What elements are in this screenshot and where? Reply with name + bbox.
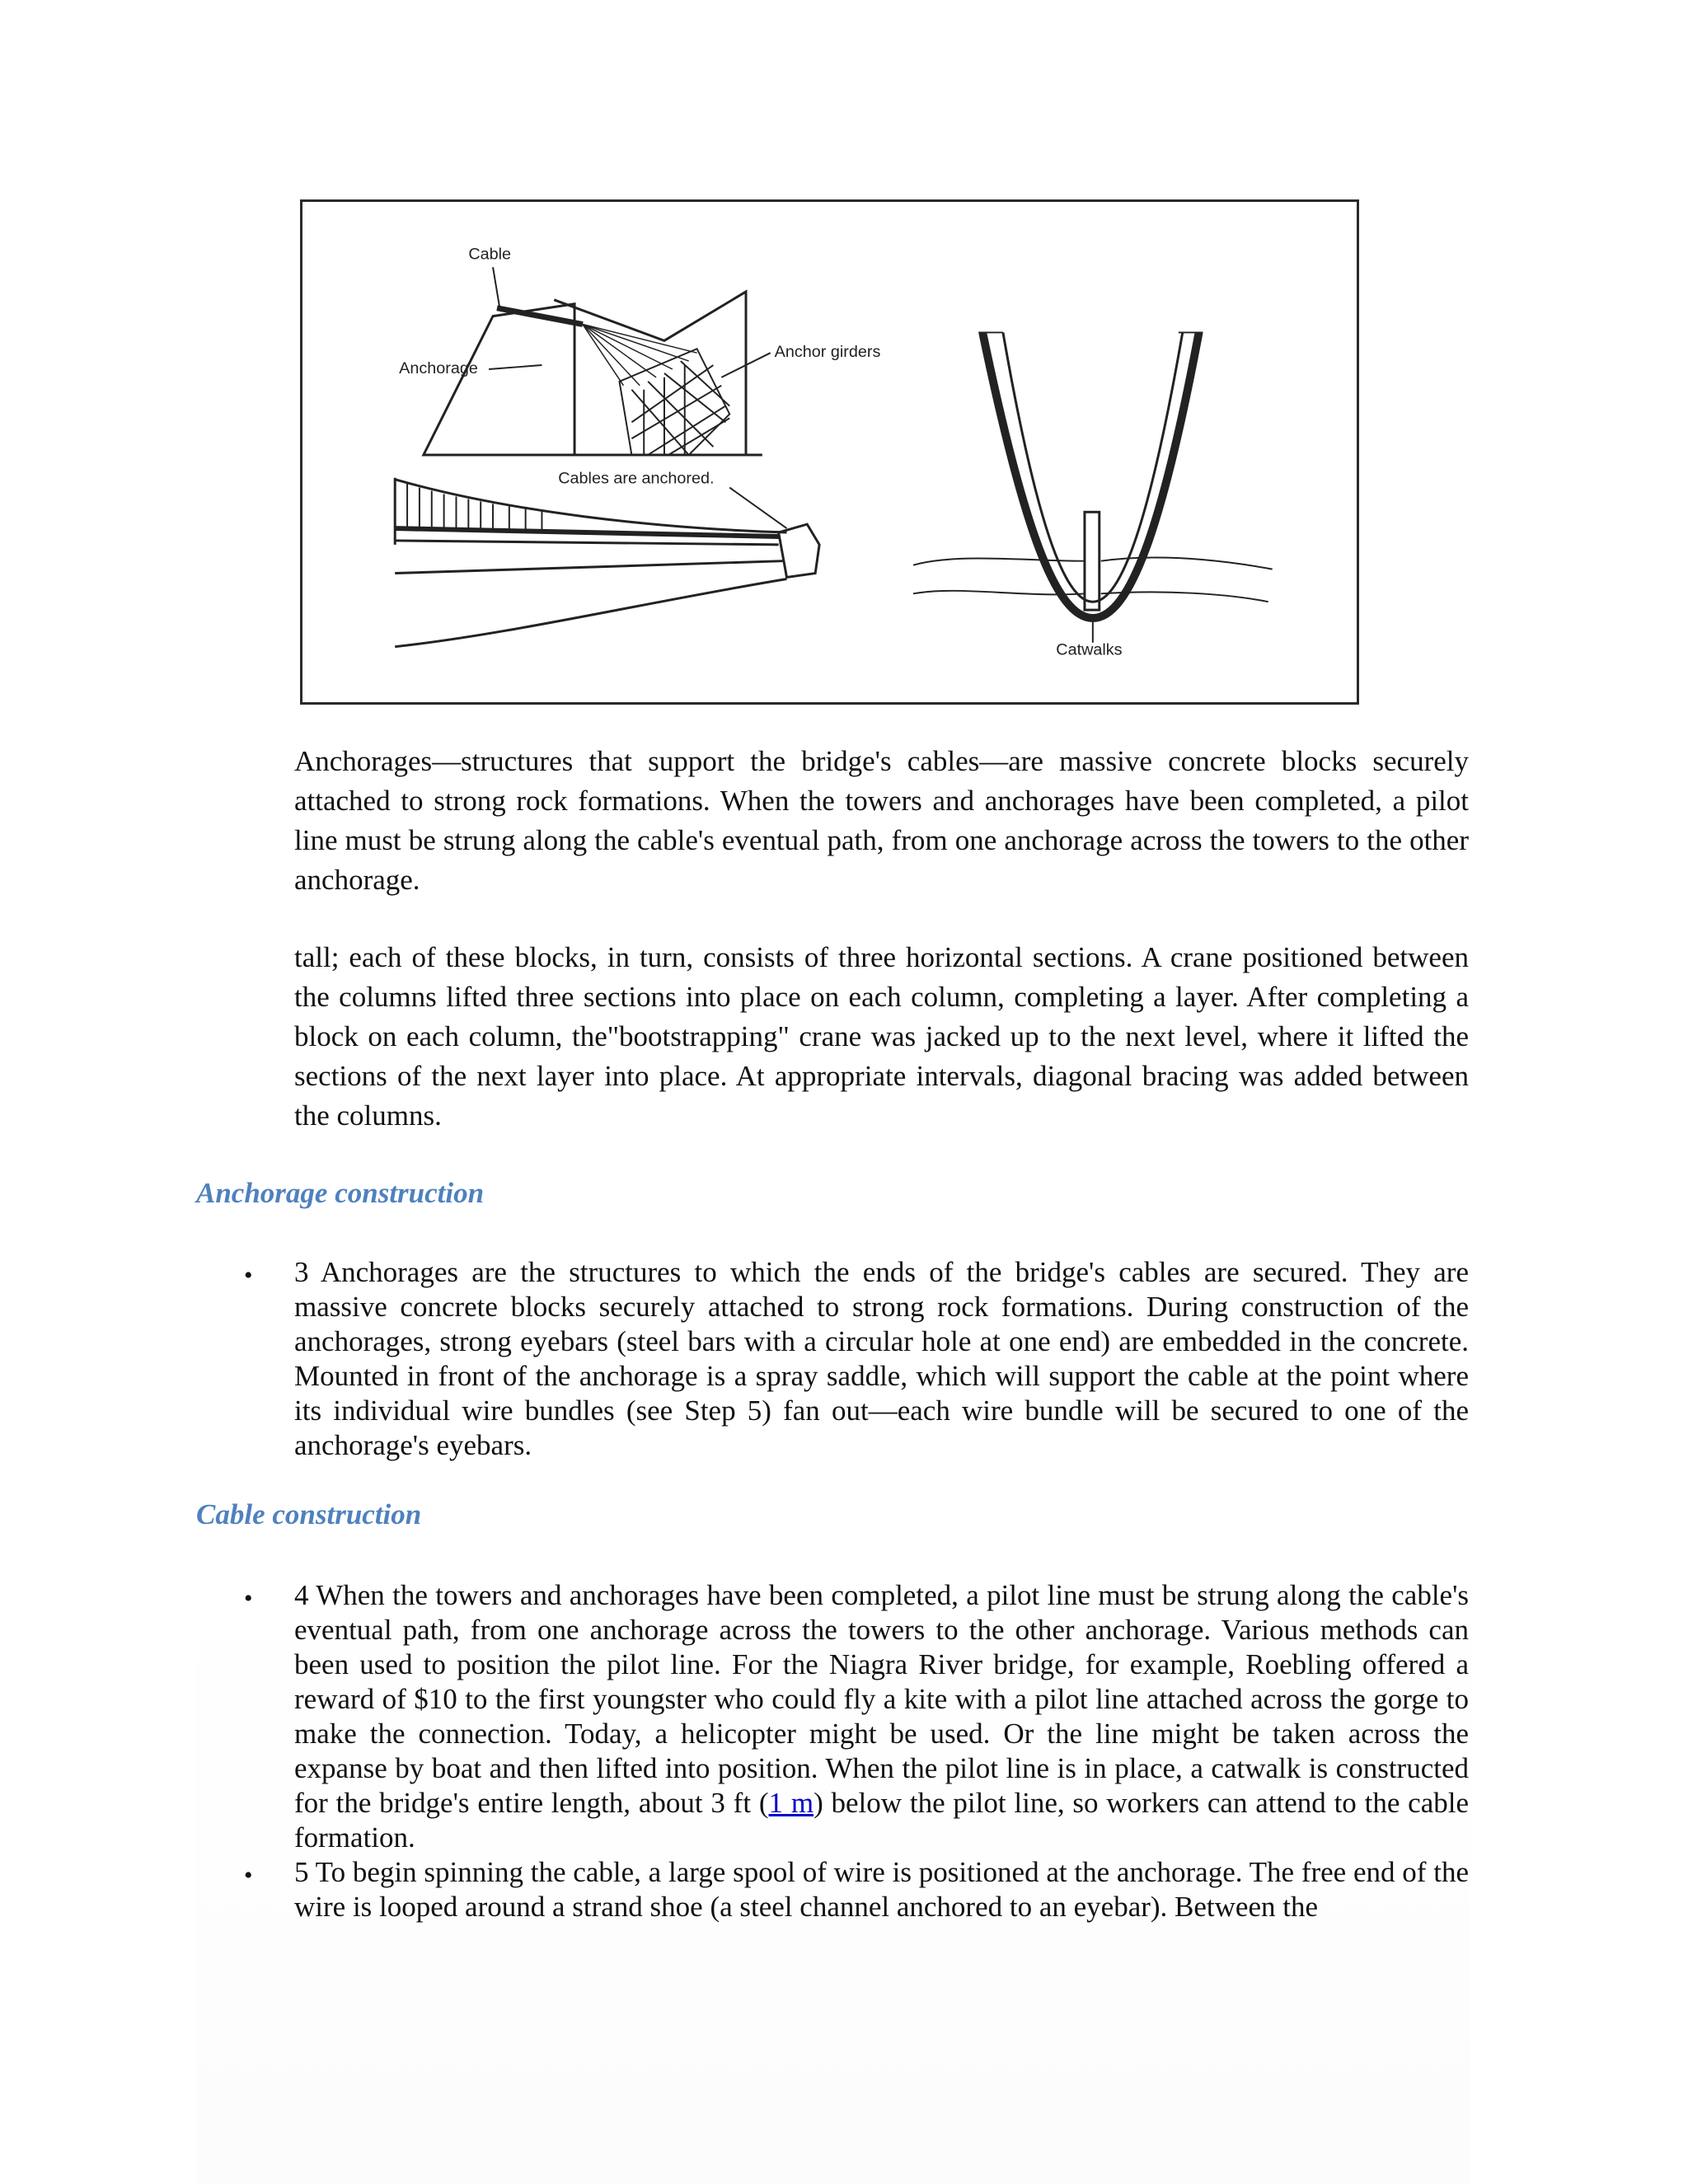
- bridge-construction-figure: [300, 199, 1359, 705]
- fanned-wires: [583, 325, 697, 386]
- list-item: 3 Anchorages are the structures to which the ends of the bridge's cables are secured. They are massive concrete blocks securely attached to strong rock formations. During construction of the anchorages, strong eyebars (steel bars with a circular hole at one end) are embedded in the concrete. Mounted in front of the anchorage is a spray saddle, which will support the cable at the point where its individual wire bundles (see Step 5) fan out—each wire bundle will be secured to one of the anchorage's eyebars.: [294, 1256, 1469, 1461]
- intro-paragraph: Anchorages—structures that support the bridge's cables—are massive concrete blocks securely attached to strong rock formations. When the towers and anchorages have been completed, a pilot line must be strung along the cable's eventual path, from one anchorage across the towers to the other anchorage.: [294, 745, 1469, 896]
- label-anchorage: Anchorage: [399, 359, 478, 377]
- label-catwalks: Catwalks: [1056, 640, 1123, 659]
- bullet: •: [244, 1862, 253, 1889]
- label-cable: Cable: [468, 245, 512, 264]
- anchorage-block: [424, 304, 574, 455]
- catwalk-left-right: [982, 332, 1198, 618]
- catwalk-tower: [1085, 512, 1100, 610]
- anchor-girders: [620, 349, 730, 455]
- list-item: 5 To begin spinning the cable, a large spool of wire is positioned at the anchorage. The free end of the wire is looped around a strand shoe (a steel channel anchored to an eyebar). Between the: [294, 1856, 1469, 1923]
- bullet: •: [244, 1585, 253, 1612]
- link-1m[interactable]: 1 m: [768, 1787, 814, 1819]
- item-text: ) below the pilot line, so workers can attend to the cable formation.: [294, 1787, 1469, 1854]
- list-item: [294, 1578, 1469, 1855]
- label-cables-anchored: Cables are anchored.: [558, 469, 715, 488]
- label-anchor-girders: Anchor girders: [774, 343, 881, 362]
- bridge-illustration: [302, 202, 1357, 702]
- section-heading-cable: Cable construction: [196, 1498, 422, 1530]
- intro-paragraph: tall; each of these blocks, in turn, consists of three horizontal sections. A crane positioned between the columns lifted three sections into place on each column, completing a layer. After completing a block on each column, the"bootstrapping" crane was jacked up to the next level, where it lifted the sections of the next layer into place. At appropriate intervals, diagonal bracing was added between the columns.: [294, 941, 1469, 1132]
- item-text: 4 When the towers and anchorages have been completed, a pilot line must be strung along the cable's eventual path, from one anchorage across the towers to the other anchorage. Various methods can been used to position the pilot line. For the Niagra River bridge, for example, Roebling offered a reward of $10 to the first youngster who could fly a kite with a pilot line attached across the gorge to make the connection. Today, a helicopter might be used. Or the line might be taken across the expanse by boat and then lifted into position. When the pilot line is in place, a catwalk is constructed for the bridge's entire length, about 3 ft (: [294, 1579, 1469, 1819]
- bullet: •: [244, 1262, 253, 1289]
- cable-line: [497, 308, 583, 325]
- section-heading-anchorage: Anchorage construction: [196, 1177, 485, 1209]
